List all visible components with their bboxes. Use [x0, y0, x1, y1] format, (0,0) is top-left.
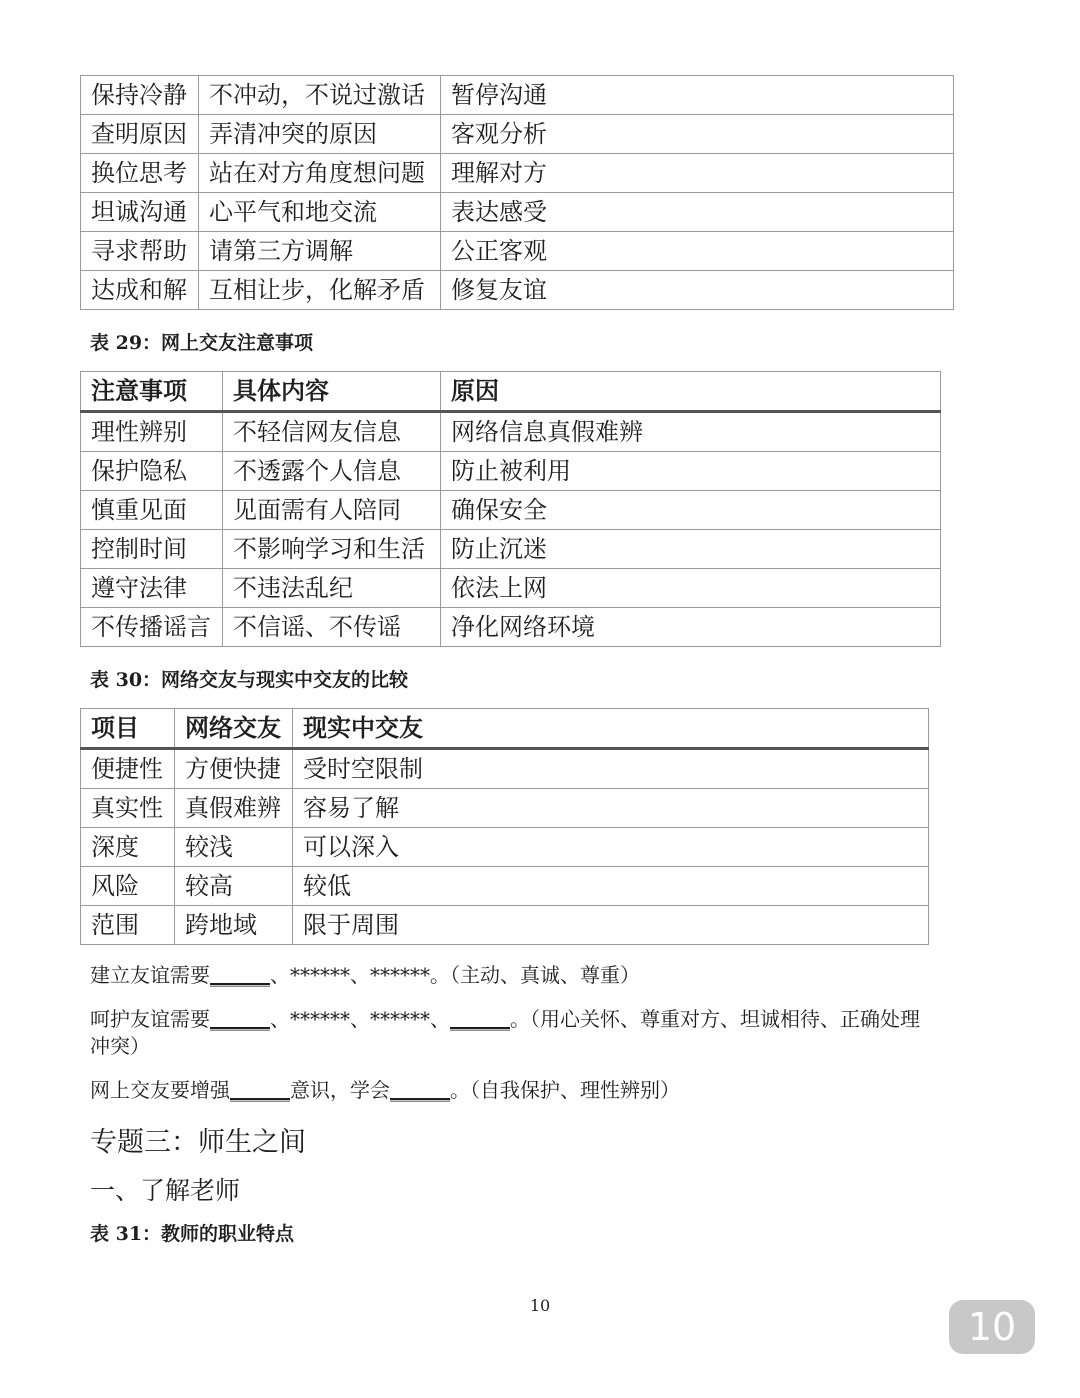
- table-cell: 保护隐私: [81, 452, 223, 491]
- table-row: [81, 530, 941, 569]
- table-cell: 较高: [175, 867, 293, 906]
- table-30-caption: 表 30：网络交友与现实中交友的比较: [90, 669, 409, 691]
- table-row: [81, 76, 954, 115]
- table-cell: 暂停沟通: [441, 76, 954, 115]
- table-cell: 心平气和地交流: [199, 193, 441, 232]
- table-cell: 弄清冲突的原因: [199, 115, 441, 154]
- table-cell: 防止沉迷: [441, 530, 941, 569]
- table-cell: 控制时间: [81, 530, 223, 569]
- table-row: [81, 608, 941, 647]
- table-cell: 遵守法律: [81, 569, 223, 608]
- table-header-cell: 具体内容: [223, 372, 441, 412]
- table-cell: 客观分析: [441, 115, 954, 154]
- table-row: [81, 452, 941, 491]
- page-badge: 10: [949, 1300, 1035, 1354]
- online-vs-offline-friendship-table: [80, 708, 929, 945]
- table-cell: 请第三方调解: [199, 232, 441, 271]
- table-cell: 净化网络环境: [441, 608, 941, 647]
- table-cell: 确保安全: [441, 491, 941, 530]
- table-cell: 不轻信网友信息: [223, 412, 441, 452]
- section-heading: 一、了解老师: [90, 1176, 241, 1205]
- table-row: [81, 154, 954, 193]
- table-header-cell: 网络交友: [175, 709, 293, 749]
- page-number: 10: [529, 1296, 551, 1315]
- paragraph-build-friendship: 建立友谊需要______、******、******。（主动、真诚、尊重）: [90, 963, 640, 987]
- topic-heading: 专题三：师生之间: [90, 1127, 306, 1158]
- table-cell: 见面需有人陪同: [223, 491, 441, 530]
- table-row: [81, 232, 954, 271]
- table-row: [81, 749, 929, 789]
- table-cell: 换位思考: [81, 154, 199, 193]
- table-header-cell: 注意事项: [81, 372, 223, 412]
- table-cell: 较低: [293, 867, 929, 906]
- table-cell: 不影响学习和生活: [223, 530, 441, 569]
- table-cell: 理解对方: [441, 154, 954, 193]
- table-row: [81, 789, 929, 828]
- table-row: [81, 569, 941, 608]
- table-cell: 修复友谊: [441, 271, 954, 310]
- table-row: [81, 271, 954, 310]
- table-header-row: [81, 709, 929, 749]
- table-header-cell: 项目: [81, 709, 175, 749]
- table-cell: 不信谣、不传谣: [223, 608, 441, 647]
- table-cell: 范围: [81, 906, 175, 945]
- table-cell: 较浅: [175, 828, 293, 867]
- table-cell: 不违法乱纪: [223, 569, 441, 608]
- table-cell: 网络信息真假难辨: [441, 412, 941, 452]
- table-cell: 达成和解: [81, 271, 199, 310]
- table-row: [81, 115, 954, 154]
- table-header-cell: 原因: [441, 372, 941, 412]
- table-cell: 深度: [81, 828, 175, 867]
- table-cell: 寻求帮助: [81, 232, 199, 271]
- table-row: [81, 193, 954, 232]
- table-cell: 保持冷静: [81, 76, 199, 115]
- table-cell: 理性辨别: [81, 412, 223, 452]
- paragraph-online-friendship: 网上交友要增强______意识，学会______。（自我保护、理性辨别）: [90, 1078, 680, 1102]
- table-cell: 便捷性: [81, 749, 175, 789]
- table-cell: 坦诚沟通: [81, 193, 199, 232]
- table-31-caption: 表 31：教师的职业特点: [90, 1223, 295, 1245]
- table-29-caption: 表 29：网上交友注意事项: [90, 332, 314, 354]
- table-cell: 慎重见面: [81, 491, 223, 530]
- table-cell: 可以深入: [293, 828, 929, 867]
- table-row: [81, 906, 929, 945]
- table-cell: 限于周围: [293, 906, 929, 945]
- table-cell: 站在对方角度想问题: [199, 154, 441, 193]
- table-cell: 防止被利用: [441, 452, 941, 491]
- table-header-row: [81, 372, 941, 412]
- table-row: [81, 491, 941, 530]
- table-cell: 表达感受: [441, 193, 954, 232]
- table-row: [81, 412, 941, 452]
- table-cell: 风险: [81, 867, 175, 906]
- table-cell: 真实性: [81, 789, 175, 828]
- table-cell: 依法上网: [441, 569, 941, 608]
- table-cell: 查明原因: [81, 115, 199, 154]
- table-cell: 不传播谣言: [81, 608, 223, 647]
- table-cell: 容易了解: [293, 789, 929, 828]
- table-header-cell: 现实中交友: [293, 709, 929, 749]
- paragraph-cherish-friendship: 呵护友谊需要______、******、******、______。（用心关怀、尊重对方、坦诚相待、正确处理 冲突）: [90, 1007, 920, 1058]
- table-cell: 不冲动，不说过激话: [199, 76, 441, 115]
- table-cell: 方便快捷: [175, 749, 293, 789]
- table-cell: 真假难辨: [175, 789, 293, 828]
- table-cell: 受时空限制: [293, 749, 929, 789]
- table-row: [81, 828, 929, 867]
- online-friendship-precautions-table: [80, 371, 941, 647]
- table-cell: 不透露个人信息: [223, 452, 441, 491]
- conflict-resolution-table: [80, 75, 954, 310]
- table-row: [81, 867, 929, 906]
- table-cell: 互相让步，化解矛盾: [199, 271, 441, 310]
- table-cell: 跨地域: [175, 906, 293, 945]
- table-cell: 公正客观: [441, 232, 954, 271]
